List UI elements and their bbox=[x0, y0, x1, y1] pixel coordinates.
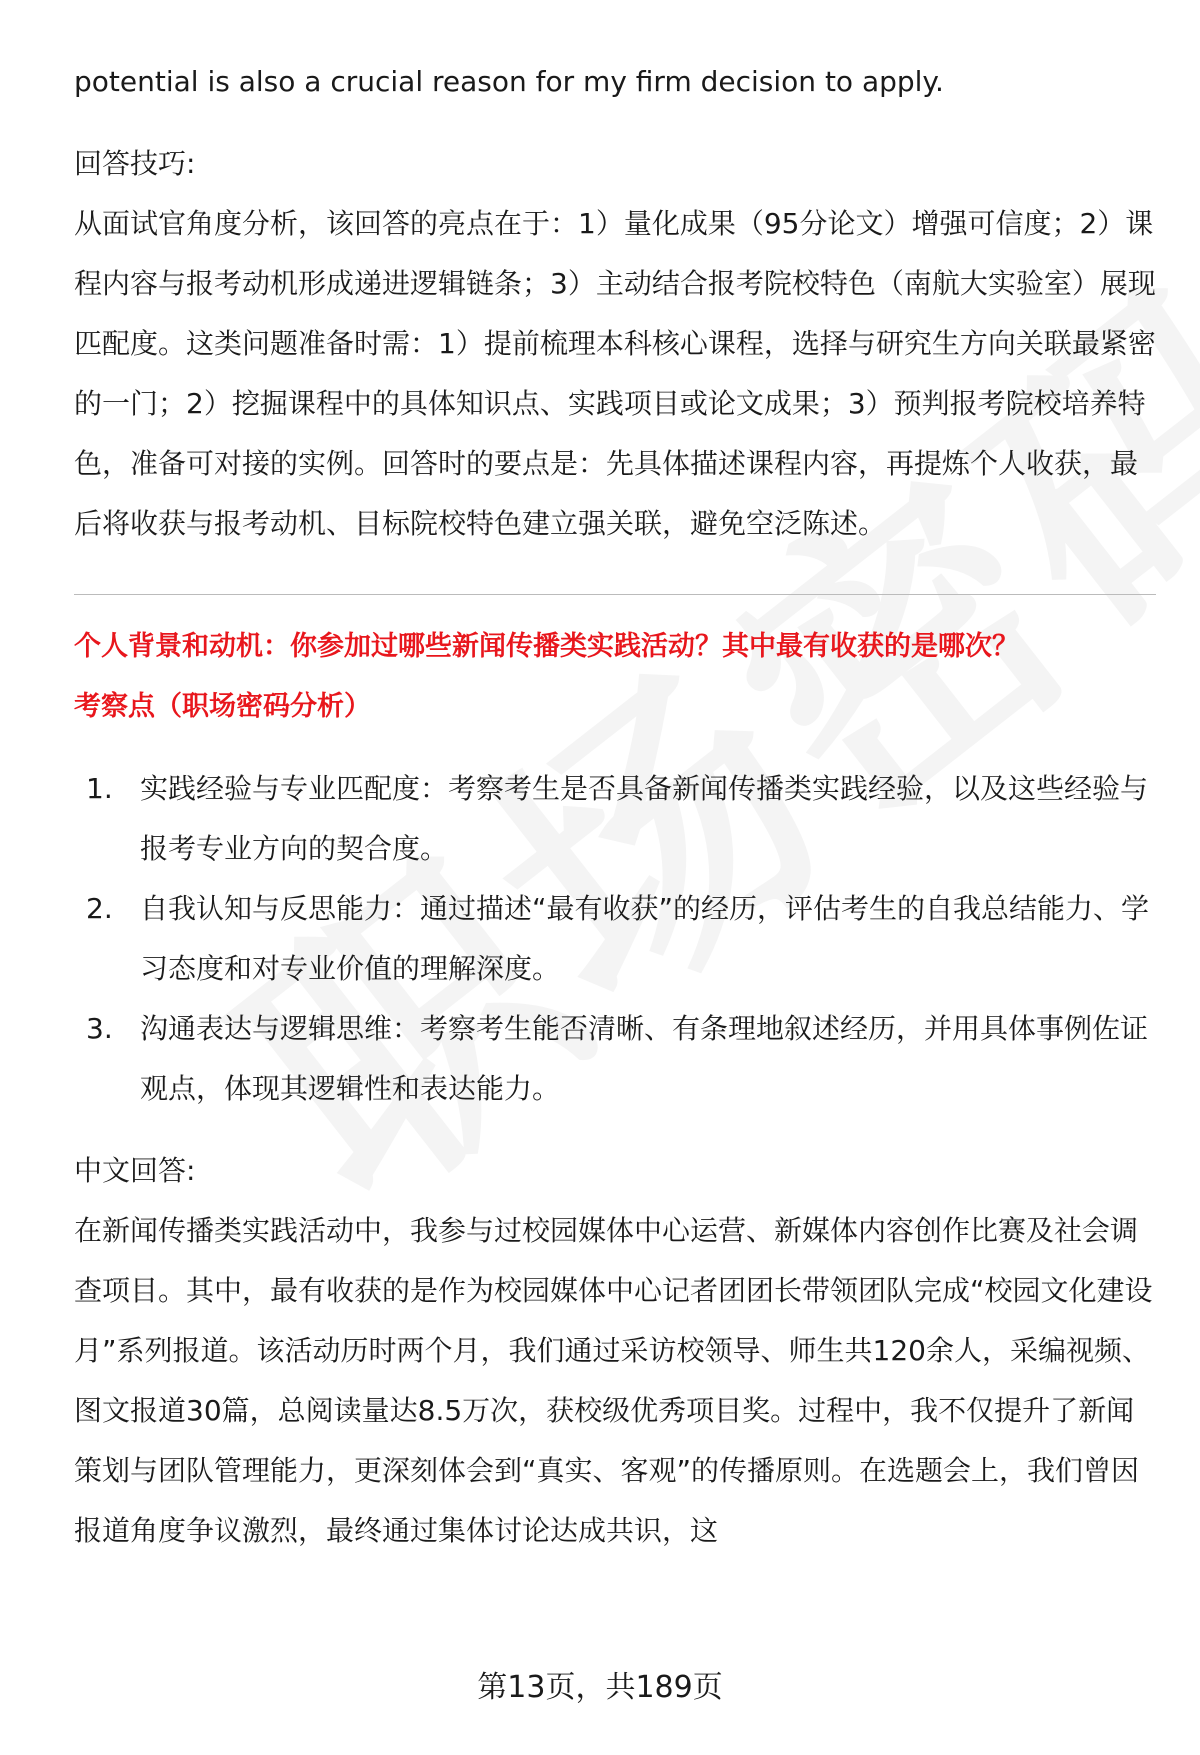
answer-label: 中文回答: bbox=[74, 1154, 196, 1187]
list-item-text: 实践经验与专业匹配度：考察考生是否具备新闻传播类实践经验，以及这些经验与报考专业方向的契合度。 bbox=[140, 772, 1149, 865]
page-number-footer: 第13页，共189页 bbox=[477, 1670, 723, 1705]
list-item-number: 3. bbox=[86, 1012, 113, 1045]
list-item bbox=[74, 759, 1156, 879]
list-item-text: 沟通表达与逻辑思维：考察考生能否清晰、有条理地叙述经历，并用具体事例佐证观点，体现其逻辑性和表达能力。 bbox=[140, 1012, 1149, 1105]
question-title: 个人背景和动机：你参加过哪些新闻传播类实践活动？其中最有收获的是哪次？ bbox=[74, 631, 1019, 662]
list-item-number: 2. bbox=[86, 892, 113, 925]
intro-tail-text: potential is also a crucial reason for my firm decision to apply. bbox=[74, 65, 944, 98]
assessment-points-list bbox=[74, 759, 1156, 1119]
answer-text: 在新闻传播类实践活动中，我参与过校园媒体中心运营、新媒体内容创作比赛及社会调查项目。其中，最有收获的是作为校园媒体中心记者团团长带领团队完成“校园文化建设月”系列报道。该活动历时两个月，我们通过采访校领导、师生共120余人，采编视频、图文报道30篇，总阅读量达8.5万次，获校级优秀项目奖。过程中，我不仅提升了新闻策划与团队管理能力，更深刻体会到“真实、客观”的传播原则。在选题会上，我们曾因报道角度争议激烈，最终通过集体讨论达成共识，这 bbox=[74, 1214, 1153, 1547]
page-content bbox=[74, 52, 1156, 1561]
tips-text: 从面试官角度分析，该回答的亮点在于：1）量化成果（95分论文）增强可信度；2）课程内容与报考动机形成递进逻辑链条；3）主动结合报考院校特色（南航大实验室）展现匹配度。这类问题准备时需：1）提前梳理本科核心课程，选择与研究生方向关联最紧密的一门；2）挖掘课程中的具体知识点、实践项目或论文成果；3）预判报考院校培养特色，准备可对接的实例。回答时的要点是：先具体描述课程内容，再提炼个人收获，最后将收获与报考动机、目标院校特色建立强关联，避免空泛陈述。 bbox=[74, 207, 1156, 540]
list-item-text: 自我认知与反思能力：通过描述“最有收获”的经历，评估考生的自我总结能力、学习态度和对专业价值的理解深度。 bbox=[140, 892, 1150, 985]
tips-label: 回答技巧: bbox=[74, 147, 196, 180]
points-heading: 考察点（职场密码分析） bbox=[74, 691, 371, 722]
list-item bbox=[74, 879, 1156, 999]
list-item bbox=[74, 999, 1156, 1119]
list-item-number: 1. bbox=[86, 772, 113, 805]
